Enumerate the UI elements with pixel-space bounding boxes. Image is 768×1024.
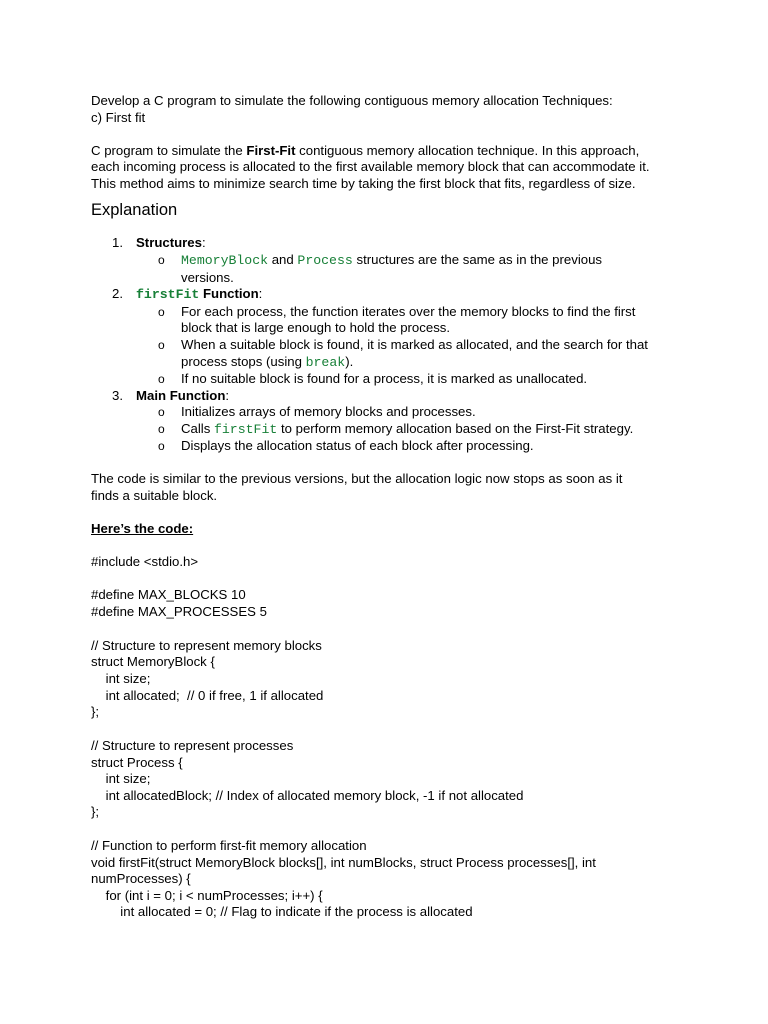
bullet-glyph: o — [158, 372, 165, 387]
bullet-text: process stops (using — [181, 353, 306, 369]
bullet-text: to perform memory allocation based on the First-Fit strategy. — [277, 420, 634, 436]
code-line: struct Process { — [91, 754, 183, 770]
bullet-item — [91, 404, 691, 421]
code-term: break — [305, 354, 346, 370]
list-item-label: Function — [199, 286, 259, 302]
code-line: void firstFit(struct MemoryBlock blocks[], int numBlocks, struct Process processes[], int — [91, 854, 596, 870]
bullet-glyph: o — [158, 439, 165, 454]
intro-line-2: c) First fit — [91, 109, 146, 125]
list-number: 3. — [112, 387, 123, 403]
list-item-suffix: : — [225, 387, 230, 403]
list-item-label: Structures — [136, 235, 202, 251]
description-bold-term: First-Fit — [246, 142, 296, 158]
bullet-glyph: o — [158, 337, 165, 352]
bullet-text: Initializes arrays of memory blocks and processes. — [181, 404, 476, 420]
code-line: struct MemoryBlock { — [91, 654, 215, 670]
list-item-label: Main Function — [136, 387, 226, 403]
list-number: 1. — [112, 235, 123, 251]
code-block — [91, 554, 691, 921]
bullet-item — [91, 252, 691, 286]
list-item-main-function — [91, 388, 691, 405]
bullet-item — [91, 337, 691, 371]
code-term: firstFit — [213, 421, 278, 437]
code-line: for (int i = 0; i < numProcesses; i++) { — [91, 887, 323, 903]
code-line: int allocatedBlock; // Index of allocated memory block, -1 if not allocated — [91, 787, 524, 803]
explanation-heading: Explanation — [91, 201, 178, 220]
list-item-structures — [91, 235, 691, 252]
bullet-text: Calls — [181, 420, 214, 436]
code-blank-line — [91, 821, 691, 838]
code-line: int size; — [91, 771, 151, 787]
code-heading: Here’s the code: — [91, 520, 194, 536]
bullet-item — [91, 371, 691, 388]
code-line: // Structure to represent memory blocks — [91, 637, 322, 653]
bullet-glyph: o — [158, 405, 165, 420]
code-line: int allocated = 0; // Flag to indicate if the process is allocated — [91, 904, 473, 920]
code-term: firstFit — [136, 287, 200, 303]
bullet-text: For each process, the function iterates over the memory blocks to find the first — [181, 303, 636, 319]
explanation-list — [91, 235, 691, 455]
summary-line-1: The code is similar to the previous versions, but the allocation logic now stops as soon as it — [91, 471, 623, 487]
code-blank-line — [91, 621, 691, 638]
code-line: int size; — [91, 670, 151, 686]
code-term: MemoryBlock — [181, 252, 269, 268]
code-line: #define MAX_BLOCKS 10 — [91, 587, 246, 603]
code-line: int allocated; // 0 if free, 1 if allocated — [91, 687, 324, 703]
code-blank-line — [91, 570, 691, 587]
code-line: numProcesses) { — [91, 871, 191, 887]
description-line-3: This method aims to minimize search time by taking the first block that fits, regardless of size. — [91, 175, 636, 191]
bullet-item — [91, 438, 691, 455]
description-pre: C program to simulate the — [91, 142, 247, 158]
bullet-glyph: o — [158, 304, 165, 319]
list-item-suffix: : — [201, 235, 206, 251]
code-line: #include <stdio.h> — [91, 553, 199, 569]
bullet-glyph: o — [158, 421, 165, 436]
code-term: Process — [297, 252, 353, 268]
bullet-item — [91, 304, 691, 337]
list-number: 2. — [112, 286, 123, 302]
bullet-text: If no suitable block is found for a process, it is marked as unallocated. — [181, 371, 588, 387]
bullet-text: When a suitable block is found, it is marked as allocated, and the search for that — [181, 336, 648, 352]
summary-line-2: finds a suitable block. — [91, 487, 218, 503]
description-post: contiguous memory allocation technique. In this approach, — [295, 142, 640, 158]
intro-line-1: Develop a C program to simulate the following contiguous memory allocation Techniques: — [91, 93, 613, 108]
bullet-text: and — [268, 251, 298, 267]
code-line: // Structure to represent processes — [91, 737, 294, 753]
bullet-text: versions. — [181, 269, 234, 285]
bullet-glyph: o — [158, 252, 165, 267]
code-blank-line — [91, 721, 691, 738]
description-line-1 — [91, 143, 691, 160]
bullet-text: block that is large enough to hold the process. — [181, 320, 451, 336]
code-line: // Function to perform first-fit memory allocation — [91, 838, 367, 854]
bullet-item — [91, 421, 691, 439]
bullet-text: Displays the allocation status of each block after processing. — [181, 438, 534, 454]
description-line-2: each incoming process is allocated to the first available memory block that can accommodate it. — [91, 159, 650, 175]
code-line: }; — [91, 704, 100, 720]
bullet-text: ). — [345, 353, 354, 369]
code-line: }; — [91, 804, 100, 820]
document-page — [91, 93, 691, 921]
bullet-text: structures are the same as in the previous — [352, 251, 603, 267]
list-item-firstfit-function — [91, 286, 691, 304]
code-line: #define MAX_PROCESSES 5 — [91, 604, 267, 620]
list-item-suffix: : — [258, 286, 263, 302]
